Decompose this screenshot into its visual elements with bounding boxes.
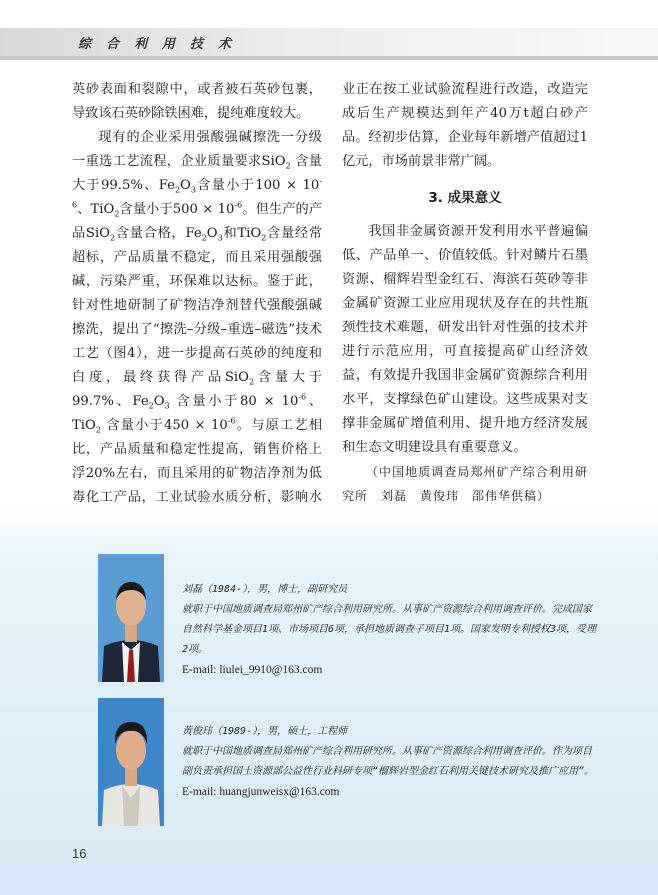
header-stripe — [0, 56, 658, 60]
right-paragraph-1: 业正在按工业试验流程进行改造，改造完成后生产规模达到年产40万t超白砂产品。经初步估算，企业每年新增产值超过1亿元，市场前景非常广阔。 — [342, 82, 588, 169]
section-heading: 3. 成果意义 — [428, 190, 502, 206]
bio-email: E-mail: huangjunweisx@163.com — [182, 786, 340, 798]
author-photo — [98, 698, 164, 826]
header-title: 综合利用技术 — [78, 37, 247, 52]
page-number: 16 — [72, 846, 87, 861]
bio-email: E-mail: liulei_9910@163.com — [182, 664, 323, 676]
right-paragraph-2: 我国非金属资源开发利用水平普遍偏低、产品单一、价值较低。针对鳞片石墨资源、榴辉岩型金红石、海滨石英砂等非金属矿资源工业应用现状及存在的共性瓶颈性技术难题，研发出针对性强的技术并进行示范应用，可直接提高矿山经济效益，有效提升我国非金属矿资源综合利用水平，支撑绿色矿山建设。这些成果对支撑非金属矿增值利用、提升地方经济发展和生态文明建设具有重要意义。 — [342, 224, 588, 455]
bio-name-line: 刘磊（1984-），男，博士，副研究员 — [182, 584, 348, 595]
running-header — [0, 0, 658, 56]
source-credit: （中国地质调查局郑州矿产综合利用研究所 刘磊 黄俊玮 邵伟华供稿） — [342, 465, 588, 503]
bio-description: 就职于中国地质调查局郑州矿产综合利用研究所。从事矿产资源综合利用调查评价。作为项目副负责承担国土资源部公益性行业科研专项“榴辉岩型金红石利用关键技术研究及推广应用”。 — [182, 746, 595, 777]
author-photo — [98, 554, 164, 682]
bio-name-line: 黄俊玮（1989-），男，硕士，工程师 — [182, 726, 348, 737]
right-column — [342, 78, 588, 508]
left-paragraph-1: 英砂表面和裂隙中，或者被石英砂包裹，导致该石英砂除铁困难，提纯难度较大。 — [72, 82, 322, 121]
left-column — [72, 78, 322, 534]
bio-description: 就职于中国地质调查局郑州矿产综合利用研究所。从事矿产资源综合利用调查评价。完成国家自然科学基金项目1项、市场项目6项，承担地质调查子项目1项。国家发明专利授权3项，受理2项。 — [182, 604, 597, 655]
left-paragraph-2: 现有的企业采用强酸强碱擦洗一分级一重选工艺流程，企业质量要求SiO$_2$ 含量大于99.5%、$Fe_2O_3$含量小于$100 \times 10^{-6}$、TiO$_2$含量小于$500 \times 10^{-6}$。但生产的产品SiO$_2$含量合格，$Fe_2O_3$和TiO$_2$含量经常超标，产品质量不稳定，而且采用强酸强碱，污染严重，环保难以达标。鉴于此，针对性地研制了矿物洁净剂替代强酸强碱擦洗，提出了“擦洗–分级–重选–磁选”技术工艺（图4），进一步提高石英砂的纯度和白度，最终获得产品SiO$_2$含量大于99.7%、$Fe_2O_3$ 含量小于$80 \times 10^{-6}$、TiO$_2$ 含量小于$450 \times 10^{-6}$。与原工艺相比，产品质量和稳定性提高，销售价格上浮20%左右，而且采用的矿物洁净剂为低毒化工产品，工业试验水质分析，影响水 — [72, 130, 323, 505]
author-bio — [182, 580, 597, 680]
author-bio — [182, 722, 597, 802]
